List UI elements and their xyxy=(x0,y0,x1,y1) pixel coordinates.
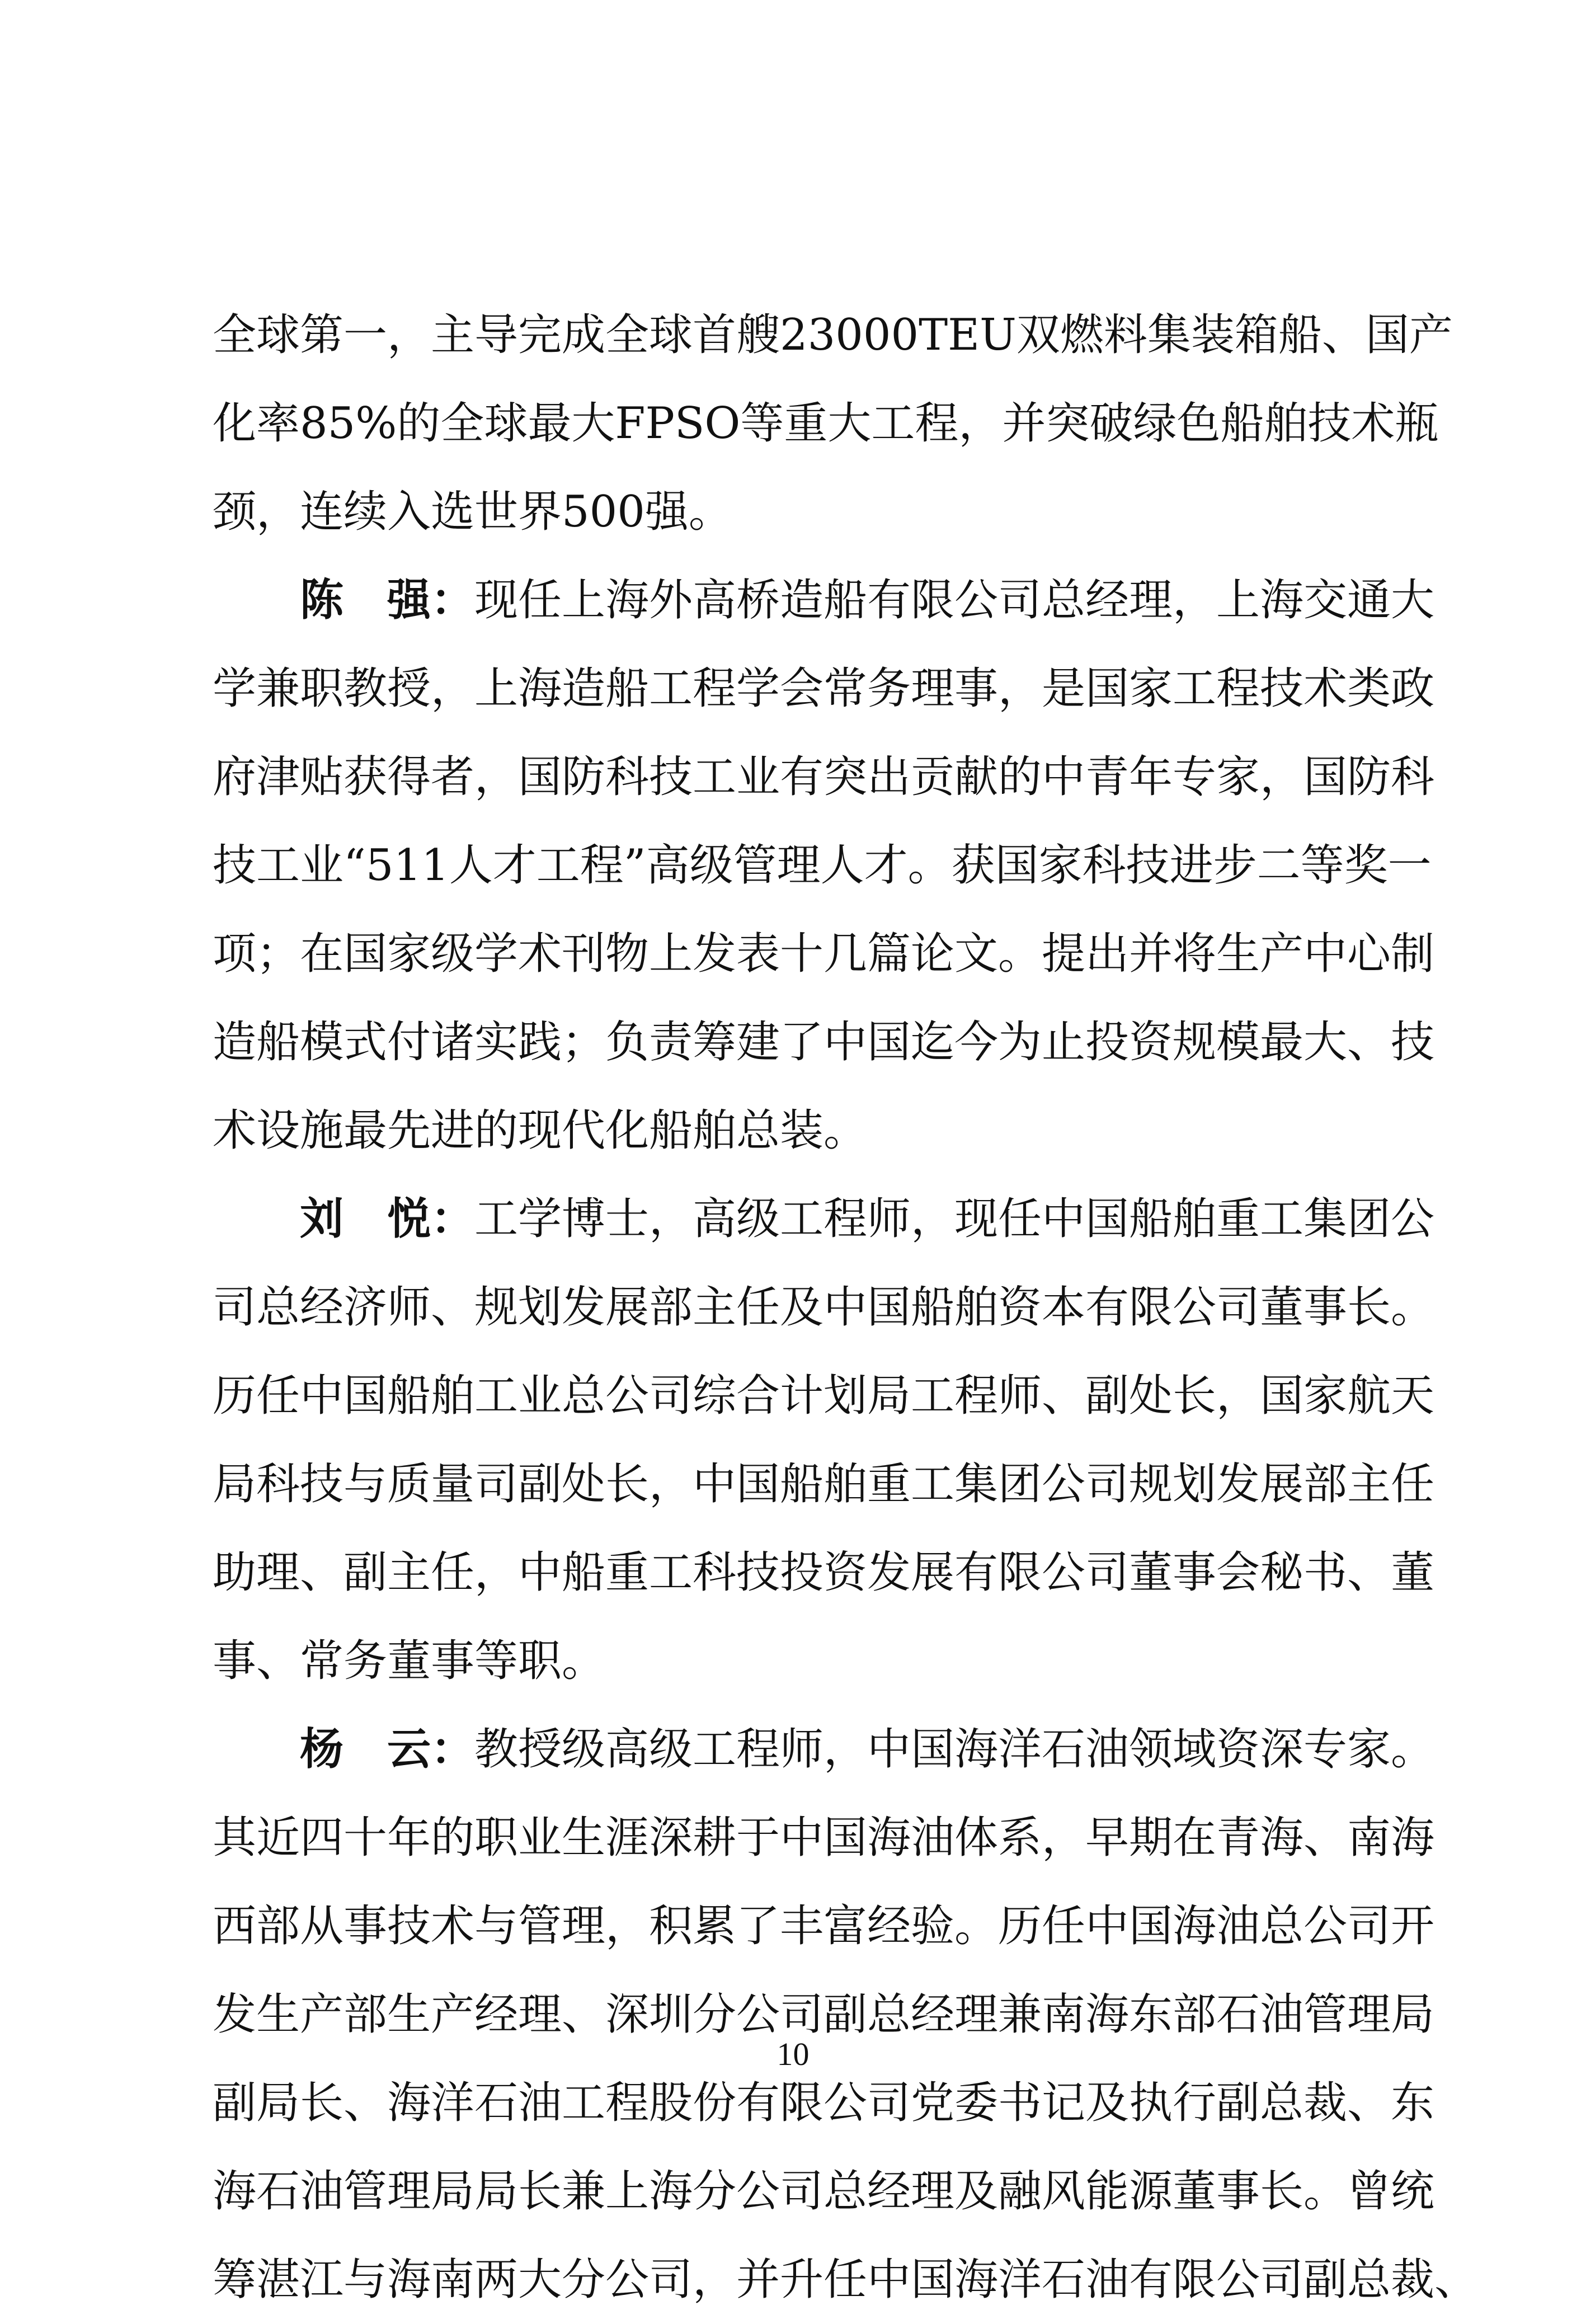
text-line: 助理、副主任，中船重工科技投资发展有限公司董事会秘书、董 xyxy=(213,1547,1435,1598)
page-number: 10 xyxy=(776,2036,810,2072)
person-name: 杨 云： xyxy=(300,1724,475,1775)
text-line: 教授级高级工程师，中国海洋石油领域资深专家。 xyxy=(474,1724,1435,1775)
person-name: 刘 悦： xyxy=(300,1194,475,1244)
text-line: 副局长、海洋石油工程股份有限公司党委书记及执行副总裁、东 xyxy=(213,2078,1435,2128)
text-line: 西部从事技术与管理，积累了丰富经验。历任中国海油总公司开 xyxy=(213,1901,1435,1951)
text-line: 事、常务董事等职。 xyxy=(213,1636,606,1686)
text-line: 工学博士，高级工程师，现任中国船舶重工集团公 xyxy=(474,1194,1435,1244)
text-line: 其近四十年的职业生涯深耕于中国海油体系，早期在青海、南海 xyxy=(213,1813,1435,1863)
text-line: 历任中国船舶工业总公司综合计划局工程师、副处长，国家航天 xyxy=(213,1371,1435,1421)
paragraph-liu-yue xyxy=(213,1175,1435,1263)
text-line: 化率85%的全球最大FPSO等重大工程，并突破绿色船舶技术瓶 xyxy=(213,398,1439,449)
text-line: 项；在国家级学术刊物上发表十几篇论文。提出并将生产中心制 xyxy=(213,929,1435,979)
text-line: 发生产部生产经理、深圳分公司副总经理兼南海东部石油管理局 xyxy=(213,1989,1435,2040)
text-line: 筹湛江与海南两大分公司，并升任中国海洋石油有限公司副总裁、 xyxy=(213,2255,1479,2305)
body-text xyxy=(213,291,1479,2324)
text-line: 司总经济师、规划发展部主任及中国船舶资本有限公司董事长。 xyxy=(213,1282,1435,1333)
text-line: 术设施最先进的现代化船舶总装。 xyxy=(213,1105,868,1156)
paragraph-chen-qiang xyxy=(213,556,1435,644)
text-line: 颈，连续入选世界500强。 xyxy=(213,487,732,537)
text-line: 学兼职教授，上海造船工程学会常务理事，是国家工程技术类政 xyxy=(213,664,1435,714)
text-line: 府津贴获得者，国防科技工业有突出贡献的中青年专家，国防科 xyxy=(213,752,1435,802)
text-line: 局科技与质量司副处长，中国船舶重工集团公司规划发展部主任 xyxy=(213,1459,1435,1509)
text-line: 造船模式付诸实践；负责筹建了中国迄今为止投资规模最大、技 xyxy=(213,1017,1435,1067)
text-line: 海石油管理局局长兼上海分公司总经理及融风能源董事长。曾统 xyxy=(213,2166,1435,2217)
paragraph-yang-yun xyxy=(213,1705,1435,1794)
text-line: 全球第一，主导完成全球首艘23000TEU双燃料集装箱船、国产 xyxy=(213,310,1453,360)
text-line: 技工业“511人才工程”高级管理人才。获国家科技进步二等奖一 xyxy=(213,840,1432,891)
person-name: 陈 强： xyxy=(300,575,475,625)
text-line: 现任上海外高桥造船有限公司总经理，上海交通大 xyxy=(474,575,1435,625)
